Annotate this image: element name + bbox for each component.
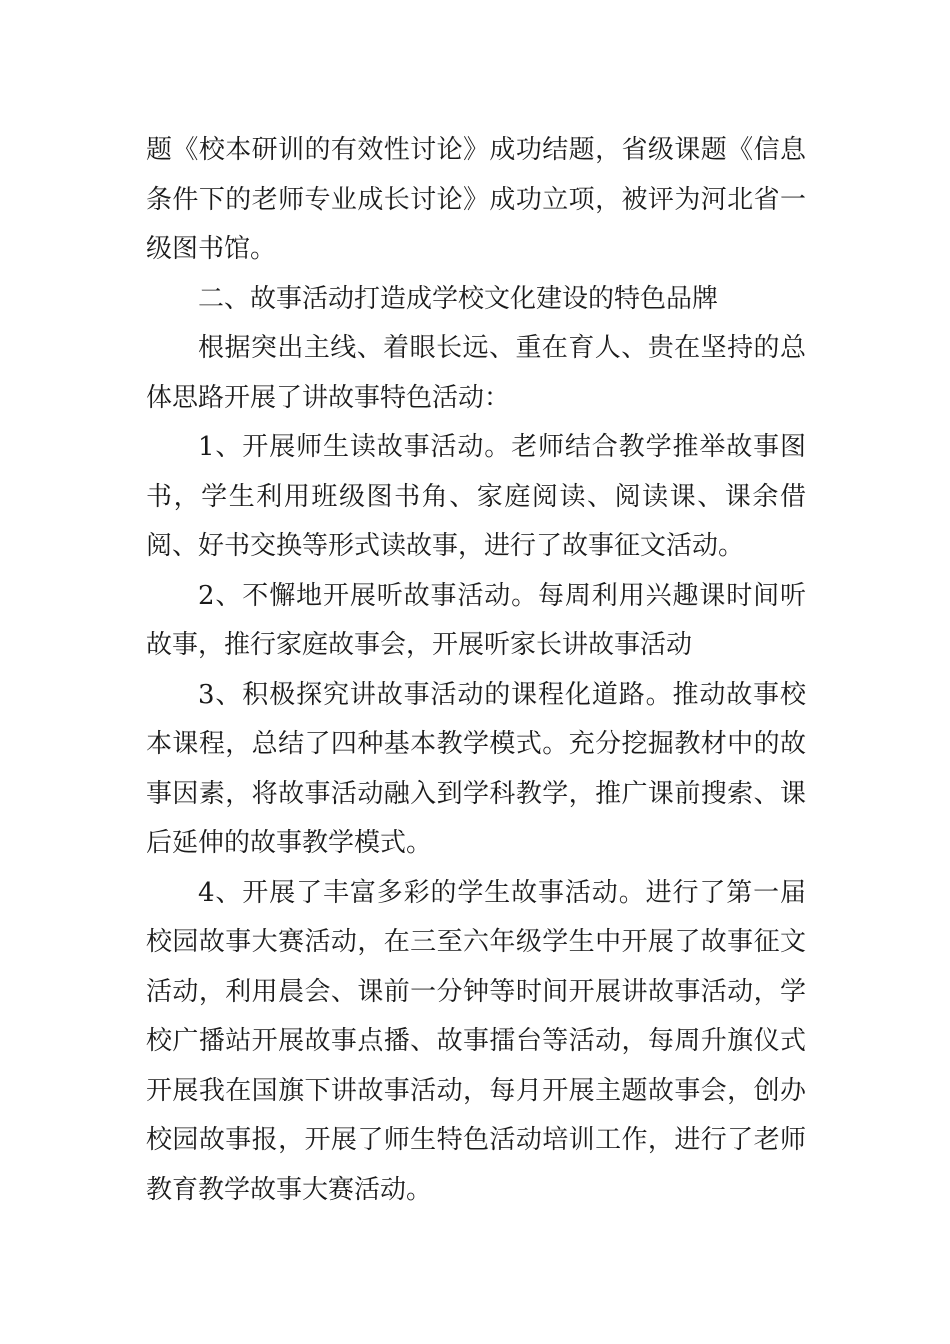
document-body [146,126,806,1215]
list-item-4: 4、开展了丰富多彩的学生故事活动。进行了第一届校园故事大赛活动，在三至六年级学生中开展了故事征文活动，利用晨会、课前一分钟等时间开展讲故事活动，学校广播站开展故事点播、故事擂台等活动，每周升旗仪式开展我在国旗下讲故事活动，每月开展主题故事会，创办校园故事报，开展了师生特色活动培训工作，进行了老师教育教学故事大赛活动。 [146,877,806,1205]
paragraph-1: 题《校本研训的有效性讨论》成功结题，省级课题《信息条件下的老师专业成长讨论》成功立项，被评为河北省一级图书馆。 [146,135,806,264]
list-item-1: 1、开展师生读故事活动。老师结合教学推举故事图书，学生利用班级图书角、家庭阅读、阅读课、课余借阅、好书交换等形式读故事，进行了故事征文活动。 [146,432,806,561]
paragraph-2: 根据突出主线、着眼长远、重在育人、贵在坚持的总体思路开展了讲故事特色活动： [146,333,806,413]
section-heading: 二、故事活动打造成学校文化建设的特色品牌 [198,283,719,314]
list-item-2: 2、不懈地开展听故事活动。每周利用兴趣课时间听故事，推行家庭故事会，开展听家长讲故事活动 [146,580,806,660]
list-item-3: 3、积极探究讲故事活动的课程化道路。推动故事校本课程，总结了四种基本教学模式。充分挖掘教材中的故事因素，将故事活动融入到学科教学，推广课前搜索、课后延伸的故事教学模式。 [146,679,806,858]
